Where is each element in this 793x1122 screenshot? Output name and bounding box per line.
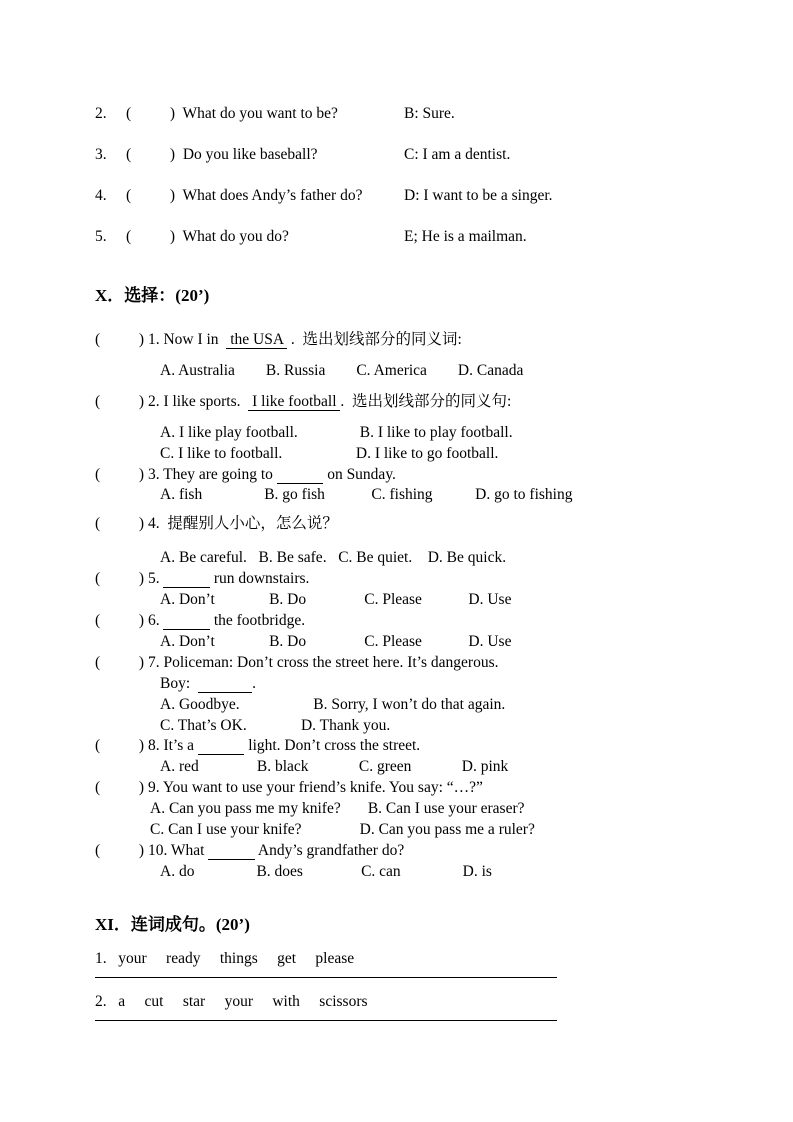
choice-line <box>95 444 738 465</box>
choice-line <box>95 465 738 486</box>
text-segment: ( ) 10. What <box>95 841 209 859</box>
multiple-choice-section <box>95 330 738 883</box>
answer-line <box>95 1012 557 1021</box>
section-x-title: X．选择：(20’) <box>95 286 210 305</box>
text-segment: A. Can you pass me my knife? B. Can I use your eraser? <box>150 800 525 818</box>
choice-line <box>95 611 738 632</box>
matching-row <box>95 144 738 165</box>
underlined-text: the USA <box>226 331 288 348</box>
choice-line <box>95 423 738 444</box>
matching-answer: E; He is a mailman. <box>404 228 527 245</box>
text-segment: A. Australia B. Russia C. America D. Canada <box>160 361 524 379</box>
underlined-text <box>163 612 210 630</box>
matching-row <box>95 185 738 206</box>
choice-line <box>95 674 738 695</box>
matching-row <box>95 103 738 124</box>
underlined-text <box>163 570 210 588</box>
text-segment: . 选出划线部分的同义词: <box>287 331 462 348</box>
matching-answer: D: I want to be a singer. <box>404 187 553 204</box>
underlined-text: I like football <box>248 392 341 410</box>
matching-section <box>95 103 738 247</box>
choice-line <box>95 548 738 569</box>
text-segment: ( ) 2. I like sports. <box>95 392 249 410</box>
choice-line <box>95 361 738 382</box>
text-segment: run downstairs. <box>209 570 310 588</box>
choice-line <box>95 757 738 778</box>
choice-line <box>95 330 738 351</box>
text-segment: Andy’s grandfather do? <box>254 841 405 859</box>
text-segment: ( ) 7. Policeman: Don’t cross the street here. It’s dangerous. <box>95 653 499 671</box>
rearrange-section <box>95 948 738 1021</box>
underlined-text <box>198 737 245 755</box>
choice-line <box>95 569 738 590</box>
text-segment: A. Be careful. B. Be safe. C. Be quiet. D. Be quick. <box>160 549 507 567</box>
matching-answer: B: Sure. <box>404 105 455 122</box>
text-segment: on Sunday. <box>323 465 396 483</box>
choice-line <box>95 695 738 716</box>
matching-answer: C: I am a dentist. <box>404 146 511 163</box>
text-segment: C. That’s OK. D. Thank you. <box>160 716 391 734</box>
text-segment: A. I like play football. B. I like to play football. <box>160 423 513 441</box>
text-segment: light. Don’t cross the street. <box>244 737 421 755</box>
text-segment: ( ) 8. It’s a <box>95 737 198 755</box>
choice-line <box>95 862 738 883</box>
rearrange-words: 1. your ready things get please <box>95 949 355 967</box>
text-segment: . 选出划线部分的同义句: <box>340 392 512 410</box>
underlined-text <box>198 675 252 693</box>
text-segment: ( ) 3. They are going to <box>95 465 277 483</box>
choice-line <box>95 799 738 820</box>
text-segment: A. do B. does C. can D. is <box>160 862 492 880</box>
choice-line <box>95 514 738 535</box>
text-segment: ( ) 5. <box>95 570 164 588</box>
text-segment: . <box>252 674 257 692</box>
text-segment: the footbridge. <box>209 611 306 629</box>
text-segment: C. Can I use your knife? D. Can you pass me a ruler? <box>150 821 535 839</box>
matching-row <box>95 226 738 247</box>
choice-line <box>95 820 738 841</box>
matching-question: 2. ( ) What do you want to be? <box>95 105 338 122</box>
choice-line <box>95 632 738 653</box>
matching-question: 4. ( ) What does Andy’s father do? <box>95 187 363 204</box>
text-segment: A. Goodbye. B. Sorry, I won’t do that again. <box>160 695 506 713</box>
underlined-text <box>277 466 324 484</box>
text-segment: ( ) 4. 提醒别人小心，怎么说？ <box>95 515 338 533</box>
text-segment: A. Don’t B. Do C. Please D. Use <box>160 591 512 609</box>
text-segment: ( ) 6. <box>95 611 164 629</box>
choice-line <box>95 392 738 413</box>
matching-question: 5. ( ) What do you do? <box>95 228 289 245</box>
choice-line <box>95 736 738 757</box>
text-segment: ( ) 9. You want to use your friend’s knife. You say: “…?” <box>95 779 483 797</box>
choice-line <box>95 590 738 611</box>
choice-line <box>95 653 738 674</box>
choice-line <box>95 841 738 862</box>
section-xi-title: XI．连词成句。(20’) <box>95 914 250 934</box>
text-segment: C. I like to football. D. I like to go football. <box>160 444 499 462</box>
choice-line <box>95 778 738 799</box>
choice-line <box>95 716 738 737</box>
text-segment: Boy: <box>160 674 198 692</box>
rearrange-words: 2. a cut star your with scissors <box>95 992 368 1010</box>
text-segment: A. fish B. go fish C. fishing D. go to fishing <box>160 486 573 504</box>
choice-line <box>95 485 738 506</box>
text-segment: A. Don’t B. Do C. Please D. Use <box>160 632 512 650</box>
text-segment: ( ) 1. Now I in <box>95 331 227 348</box>
answer-line <box>95 969 557 978</box>
matching-question: 3. ( ) Do you like baseball? <box>95 146 318 163</box>
underlined-text <box>208 842 255 860</box>
text-segment: A. red B. black C. green D. pink <box>160 758 509 776</box>
